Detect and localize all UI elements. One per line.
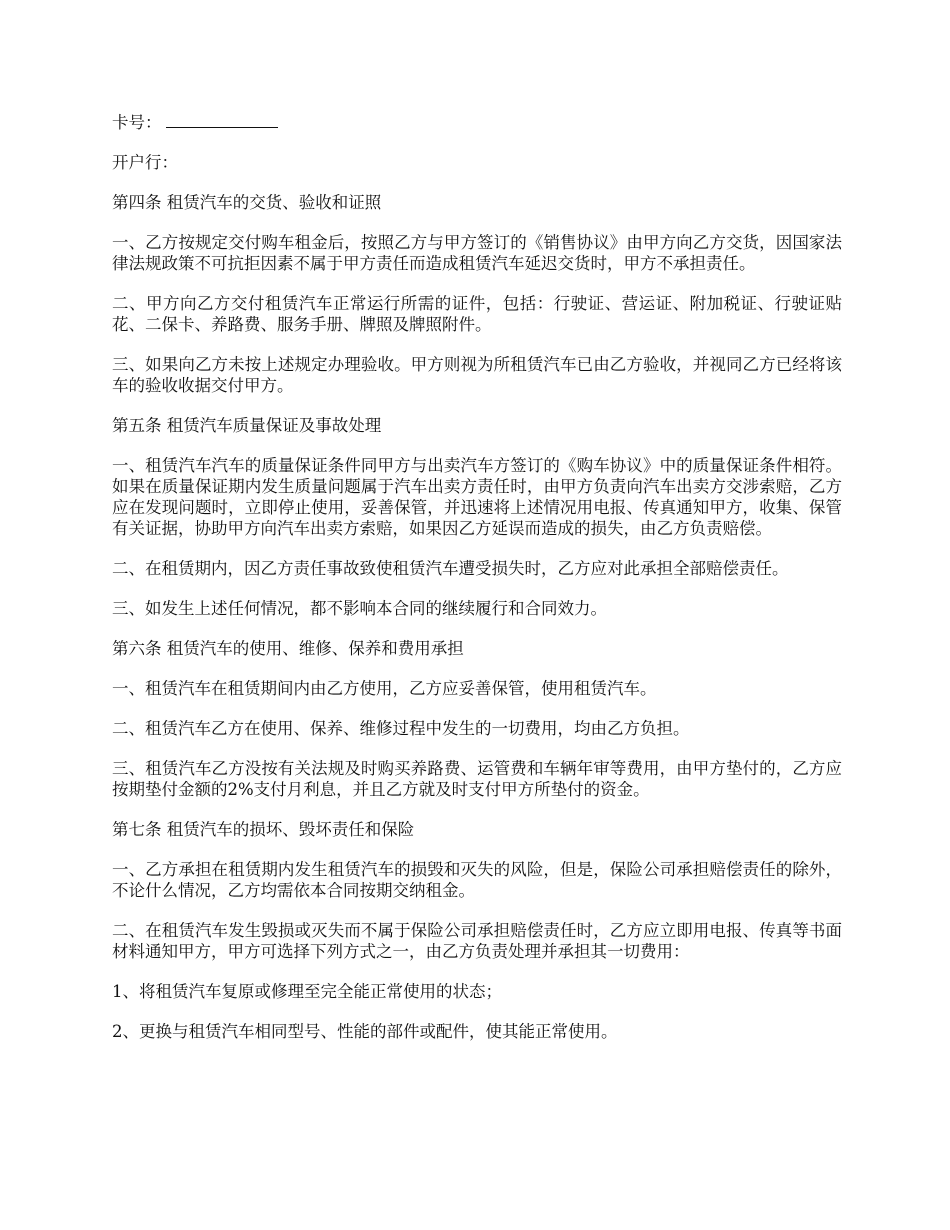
article-4-clause-2: 二、甲方向乙方交付租赁汽车正常运行所需的证件，包括：行驶证、营运证、附加税证、行驶证贴花、二保卡、养路费、服务手册、牌照及牌照附件。 bbox=[112, 294, 842, 334]
card-number-blank bbox=[166, 111, 278, 128]
bank-line: 开户行： bbox=[112, 153, 178, 172]
article-5-clause-2: 二、在租赁期内，因乙方责任事故致使租赁汽车遭受损失时，乙方应对此承担全部赔偿责任。 bbox=[112, 559, 789, 578]
article-7-clause-1: 一、乙方承担在租赁期内发生租赁汽车的损毁和灭失的风险，但是，保险公司承担赔偿责任的除外，不论什么情况，乙方均需依本合同按期交纳租金。 bbox=[112, 860, 842, 900]
article-7-option-1: 1、将租赁汽车复原或修理至完全能正常使用的状态； bbox=[112, 982, 502, 1001]
article-4-heading: 第四条 租赁汽车的交货、验收和证照 bbox=[112, 193, 382, 212]
article-6-clause-1: 一、租赁汽车在租赁期间内由乙方使用，乙方应妥善保管，使用租赁汽车。 bbox=[112, 679, 657, 698]
article-5-heading: 第五条 租赁汽车质量保证及事故处理 bbox=[112, 416, 382, 435]
article-7-clause-2: 二、在租赁汽车发生毁损或灭失而不属于保险公司承担赔偿责任时，乙方应立即用电报、传真等书面材料通知甲方，甲方可选择下列方式之一，由乙方负责处理并承担其一切费用： bbox=[112, 921, 842, 961]
document-page bbox=[112, 111, 842, 1061]
article-5-clause-3: 三、如发生上述任何情况，都不影响本合同的继续履行和合同效力。 bbox=[112, 599, 607, 618]
article-5-clause-1: 一、租赁汽车汽车的质量保证条件同甲方与出卖汽车方签订的《购车协议》中的质量保证条件相符。如果在质量保证期内发生质量问题属于汽车出卖方责任时，由甲方负责向汽车出卖方交涉索赔，乙方应在发现问题时，立即停止使用，妥善保管，并迅速将上述情况用电报、传真通知甲方，收集、保管有关证据，协助甲方向汽车出卖方索赔，如果因乙方延误而造成的损失，由乙方负责赔偿。 bbox=[112, 456, 842, 538]
article-6-clause-2: 二、租赁汽车乙方在使用、保养、维修过程中发生的一切费用，均由乙方负担。 bbox=[112, 719, 690, 738]
article-7-option-2: 2、更换与租赁汽车相同型号、性能的部件或配件，使其能正常使用。 bbox=[112, 1022, 618, 1041]
article-7-heading: 第七条 租赁汽车的损坏、毁坏责任和保险 bbox=[112, 820, 415, 839]
article-4-clause-3: 三、如果向乙方未按上述规定办理验收。甲方则视为所租赁汽车已由乙方验收，并视同乙方已经将该车的验收收据交付甲方。 bbox=[112, 355, 842, 395]
card-number-label: 卡号： bbox=[112, 113, 162, 132]
article-6-clause-3: 三、租赁汽车乙方没按有关法规及时购买养路费、运管费和车辆年审等费用，由甲方垫付的，乙方应按期垫付金额的2%支付月利息，并且乙方就及时支付甲方所垫付的资金。 bbox=[112, 759, 842, 799]
article-6-heading: 第六条 租赁汽车的使用、维修、保养和费用承担 bbox=[112, 639, 464, 658]
card-number-line bbox=[112, 111, 842, 133]
article-4-clause-1: 一、乙方按规定交付购车租金后，按照乙方与甲方签订的《销售协议》由甲方向乙方交货，因国家法律法规政策不可抗拒因素不属于甲方责任而造成租赁汽车延迟交货时，甲方不承担责任。 bbox=[112, 233, 842, 273]
